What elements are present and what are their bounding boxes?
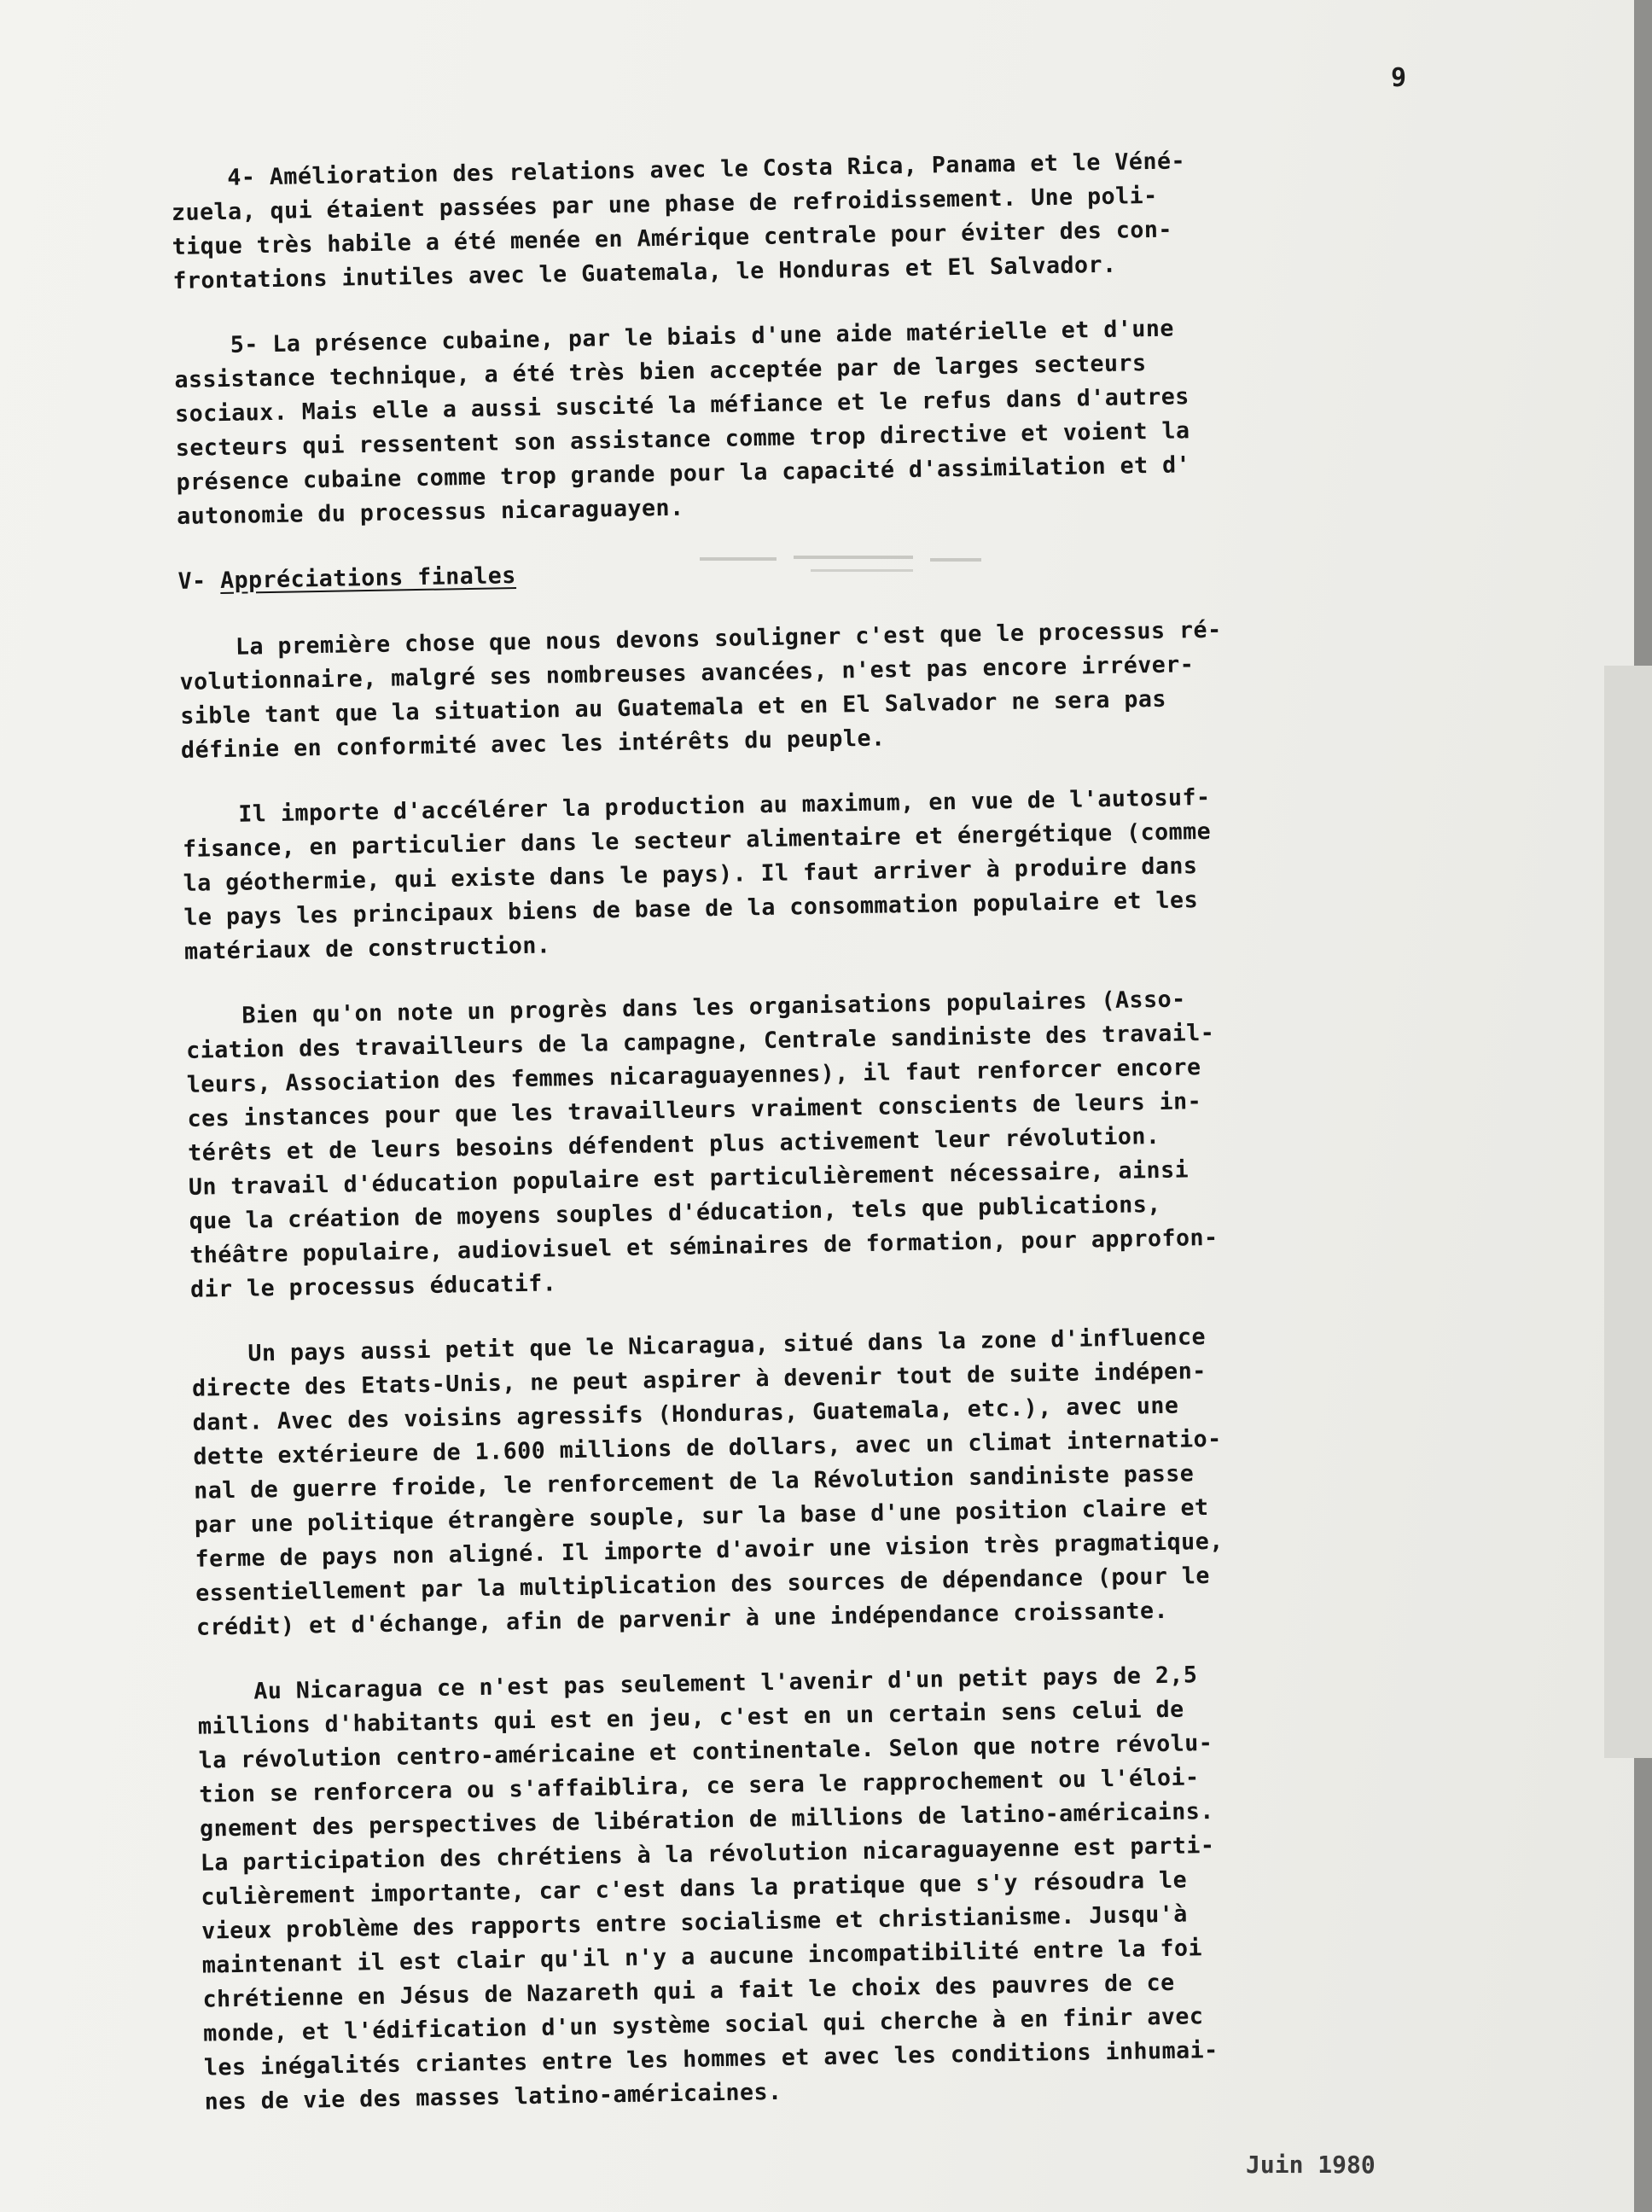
paragraph-production: Il importe d'accélérer la production au maximum, en vue de l'autosuf- fisance, en particulier dans le secteur alimentaire et énergétique (comme la géothermie, qui existe dans le pays). Il faut arriver à produire dans le pays les principaux biens de base de la consommation populaire et les matériaux de construction. [182, 783, 1212, 965]
document-date: Juin 1980 [1246, 2151, 1376, 2179]
section-heading-title: Appréciations finales [219, 562, 517, 595]
paragraph-foreign-policy: Un pays aussi petit que le Nicaragua, situé dans la zone d'influence directe des Etats-Unis, ne peut aspirer à devenir tout de suite indépen- dant. Avec des voisins agressifs (Honduras, Guatemala, etc.), avec une dette extérieure de 1.600 millions de dollars, avec un climat internatio- nal de guerre froide, le renforcement de la Révolution sandiniste passe par une politique étrangère souple, sur la base d'une position claire et ferme de pays non aligné. Il importe d'avoir une vision très pragmatique, essentiellement par la multiplication des sources de dépendance (pour le crédit) et d'échange, afin de parvenir à une indépendance croissante. [191, 1324, 1224, 1641]
paragraph-conclusion: Au Nicaragua ce n'est pas seulement l'avenir d'un petit pays de 2,5 millions d'habitants qui est en jeu, c'est en un certain sens celui de la révolution centro-américaine et continentale. Selon que notre révolu- tion se renforcera ou s'affaiblira, ce sera le rapprochement ou l'éloi- gnement des perspectives de libération de millions de latino-américains. La participation des chrétiens à la révolution nicaraguayenne est parti- culièrement importante, car c'est dans la pratique que s'y résoudra le vieux problème des rapports entre socialisme et christianisme. Jusqu'à maintenant il est clair qu'il n'y a aucune incompatibilité entre la foi chrétienne en Jésus de Nazareth qui a fait le choix des pauvres de ce monde, et l'édification d'un système social qui cherche à en finir avec les inégalités criantes entre les hommes et avec les conditions inhumai- nes de vie des masses latino-américaines. [197, 1662, 1219, 2116]
bleed-through-marks [683, 550, 1126, 585]
paragraph-organizations: Bien qu'on note un progrès dans les organisations populaires (Asso- ciation des travailleurs de la campagne, Centrale sandiniste des travail- leurs, Association des femmes nicaraguayennes), il faut renforcer encore ces instances pour que les travailleurs vraiment conscients de leurs in- térêts et de leurs besoins défendent plus activement leur révolution. Un travail d'éducation populaire est particulièrement nécessaire, ainsi que la création de moyens souples d'éducation, tels que publications, théâtre populaire, audiovisuel et séminaires de formation, pour approfon- dir le processus éducatif. [185, 986, 1219, 1303]
document-body [171, 139, 1536, 2151]
paragraph-point-4: 4- Amélioration des relations avec le Costa Rica, Panama et le Véné- zuela, qui étaient passées par une phase de refroidissement. Une poli- tique très habile a été menée en Amérique centrale pour éviter des con- frontations inutiles avec le Guatemala, le Honduras et El Salvador. [171, 148, 1186, 294]
underlying-sheet [1604, 666, 1652, 1758]
page-number: 9 [1391, 63, 1407, 93]
paragraph-point-5: 5- La présence cubaine, par le biais d'une aide matérielle et d'une assistance technique, a été très bien acceptée par de larges secteurs sociaux. Mais elle a aussi suscité la méfiance et le refus dans d'autres secteurs qui ressentent son assistance comme trop directive et voient la présence cubaine comme trop grande pour la capacité d'assimilation et d' autonomie du processus nicaraguayen. [173, 315, 1191, 530]
bleed-through-text [683, 550, 1126, 585]
paragraph-first-point: La première chose que nous devons souligner c'est que le processus ré- volutionnaire, malgré ses nombreuses avancées, n'est pas encore irréver- sible tant que la situation au Guatemala et en El Salvador ne sera pas définie en conformité avec les intérêts du peuple. [178, 616, 1222, 764]
section-heading-prefix: V- [177, 568, 221, 595]
